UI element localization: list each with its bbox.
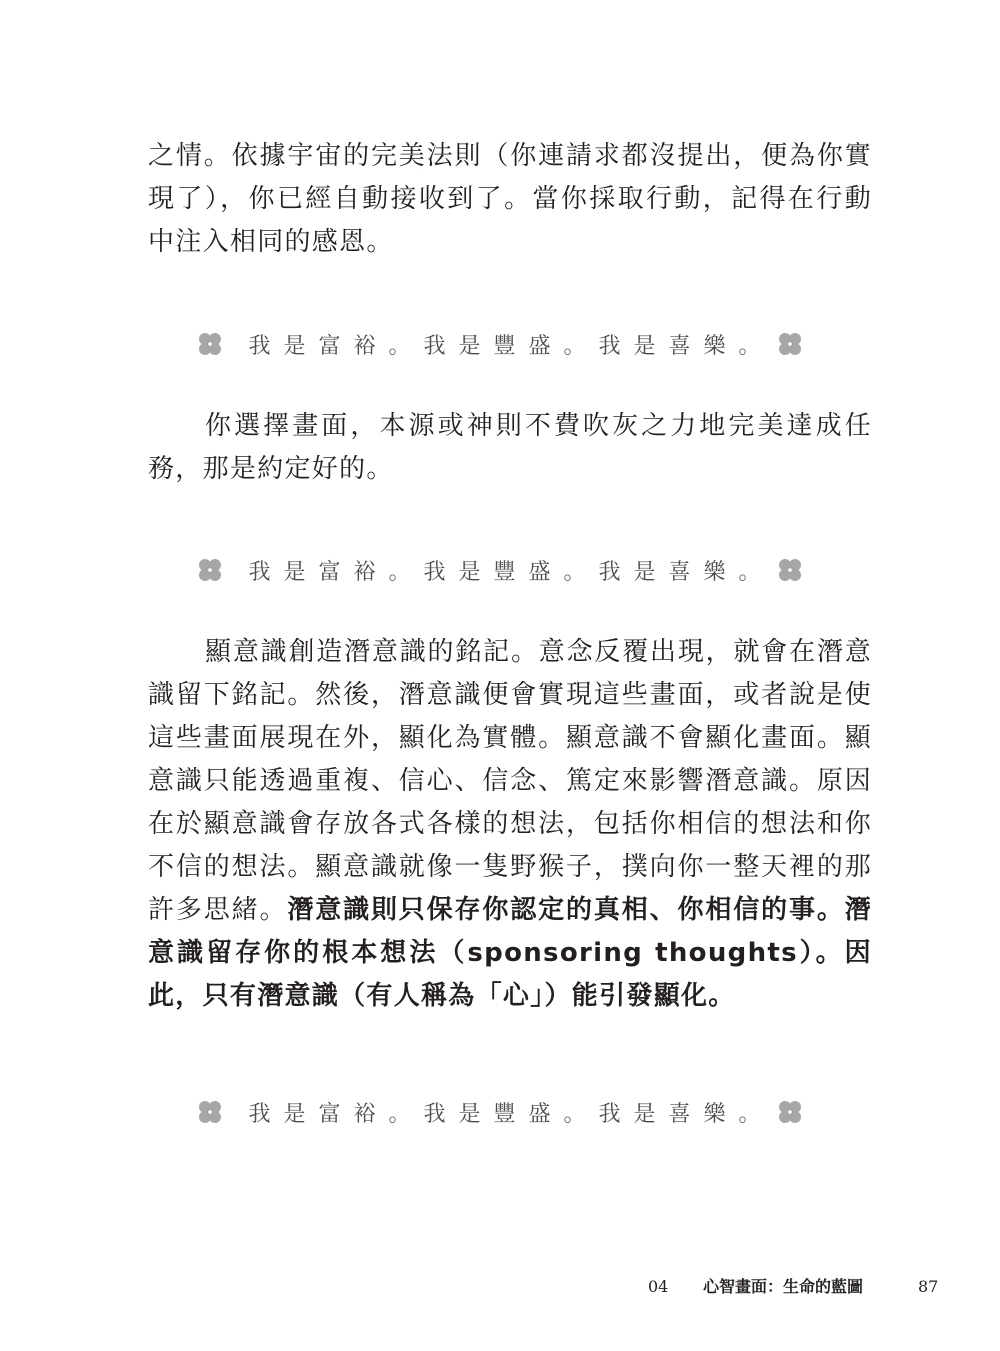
- clover-icon: [196, 330, 224, 358]
- paragraph-choose-picture: 你選擇畫面，本源或神則不費吹灰之力地完美達成任務，那是約定好的。: [148, 411, 872, 484]
- mantra-line-2: [0, 552, 1000, 588]
- paragraph-conscious-mind: [148, 631, 872, 1018]
- paragraph-bold-text: 潛意識則只保存你認定的真相、你相信的事。潛意識留存你的根本想法（sponsoring thoughts）。因此，只有潛意識（有人稱為「心」）能引發顯化。: [148, 895, 872, 1011]
- paragraph-regular-text: 顯意識創造潛意識的銘記。意念反覆出現，就會在潛意識留下銘記。然後，潛意識便會實現這些畫面，或者說是使這些畫面展現在外，顯化為實體。顯意識不會顯化畫面。顯意識只能透過重複、信心、信念、篤定來影響潛意識。原因在於顯意識會存放各式各樣的想法，包括你相信的想法和你不信的想法。顯意識就像一隻野猴子，撲向你一整天裡的那許多思緒。: [148, 637, 872, 925]
- mantra-line-1: [0, 326, 1000, 362]
- chapter-title: 心智畫面：生命的藍圖: [703, 1277, 864, 1296]
- clover-icon: [196, 1098, 224, 1126]
- clover-icon: [196, 556, 224, 584]
- mantra-text: 我是富裕。我是豐盛。我是喜樂。: [248, 333, 774, 359]
- mantra-line-3: [0, 1094, 1000, 1130]
- clover-icon: [776, 556, 804, 584]
- clover-icon: [776, 330, 804, 358]
- mantra-text: 我是富裕。我是豐盛。我是喜樂。: [248, 559, 774, 585]
- paragraph-continuation: 之情。依據宇宙的完美法則（你連請求都沒提出，便為你實現了），你已經自動接收到了。當你採取行動，記得在行動中注入相同的感恩。: [148, 141, 872, 257]
- clover-icon: [776, 1098, 804, 1126]
- chapter-number: 04: [648, 1277, 669, 1296]
- mantra-text: 我是富裕。我是豐盛。我是喜樂。: [248, 1101, 774, 1127]
- page-number: 87: [918, 1277, 939, 1296]
